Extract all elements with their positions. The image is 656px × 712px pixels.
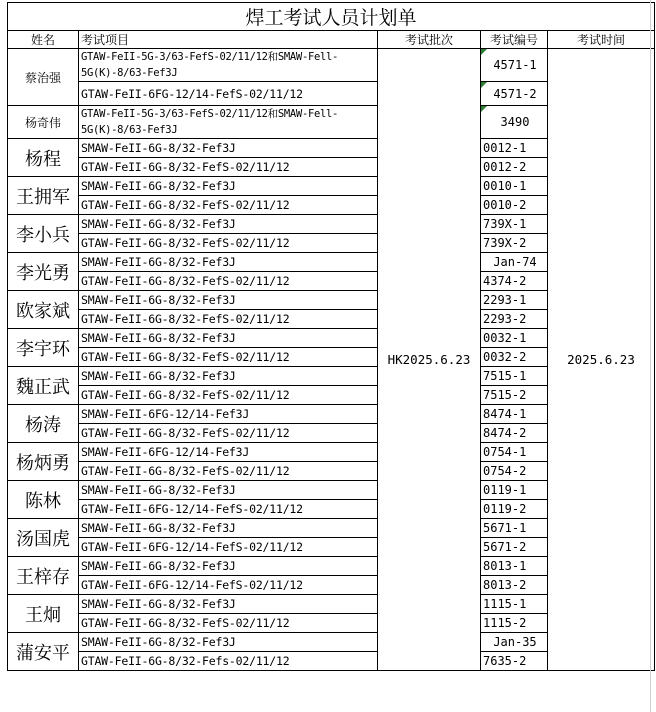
person-name-cell[interactable]: 李小兵: [8, 215, 79, 253]
exam-item-cell[interactable]: SMAW-FeII-6FG-12/14-Fef3J: [79, 443, 378, 462]
exam-item-cell[interactable]: GTAW-FeII-5G-3/63-FefS-02/11/12和SMAW-Fell-5G(K)-8/63-Fef3J: [79, 49, 378, 82]
exam-item-cell[interactable]: SMAW-FeII-6G-8/32-Fef3J: [79, 481, 378, 500]
person-name-cell[interactable]: 杨炳勇: [8, 443, 79, 481]
exam-plan-table: [7, 2, 655, 671]
exam-item-cell[interactable]: SMAW-FeII-6G-8/32-Fef3J: [79, 253, 378, 272]
exam-item-cell[interactable]: SMAW-FeII-6G-8/32-Fef3J: [79, 519, 378, 538]
exam-code-cell[interactable]: 739X-1: [481, 215, 548, 234]
person-name-cell[interactable]: 蒲安平: [8, 633, 79, 671]
exam-item-cell[interactable]: GTAW-FeII-6FG-12/14-FefS-02/11/12: [79, 500, 378, 519]
exam-item-cell[interactable]: GTAW-FeII-6G-8/32-FefS-02/11/12: [79, 386, 378, 405]
exam-code-cell[interactable]: Jan-35: [481, 633, 548, 652]
exam-item-cell[interactable]: SMAW-FeII-6G-8/32-Fef3J: [79, 291, 378, 310]
person-name-cell[interactable]: 陈林: [8, 481, 79, 519]
exam-item-cell[interactable]: GTAW-FeII-6G-8/32-Fefs-02/11/12: [79, 652, 378, 671]
exam-code-cell[interactable]: 0119-1: [481, 481, 548, 500]
exam-code-cell[interactable]: 0032-2: [481, 348, 548, 367]
exam-code-cell[interactable]: 1115-1: [481, 595, 548, 614]
exam-code-cell[interactable]: 1115-2: [481, 614, 548, 633]
exam-time-cell[interactable]: 2025.6.23: [548, 49, 655, 671]
exam-code-cell[interactable]: 4571-1: [481, 49, 548, 82]
person-name-cell[interactable]: 王梓存: [8, 557, 79, 595]
person-name-cell[interactable]: 王炯: [8, 595, 79, 633]
exam-code-cell[interactable]: 8013-1: [481, 557, 548, 576]
exam-code-cell[interactable]: 8013-2: [481, 576, 548, 595]
exam-item-cell[interactable]: GTAW-FeII-6G-8/32-FefS-02/11/12: [79, 272, 378, 291]
person-name-cell[interactable]: 蔡治强: [8, 49, 79, 106]
exam-item-cell[interactable]: SMAW-FeII-6G-8/32-Fef3J: [79, 329, 378, 348]
exam-item-cell[interactable]: GTAW-FeII-6G-8/32-FefS-02/11/12: [79, 196, 378, 215]
exam-code-cell[interactable]: 0032-1: [481, 329, 548, 348]
header-batch[interactable]: 考试批次: [378, 31, 481, 49]
exam-code-cell[interactable]: 5671-2: [481, 538, 548, 557]
exam-code-cell[interactable]: 0012-2: [481, 158, 548, 177]
person-name-cell[interactable]: 李光勇: [8, 253, 79, 291]
exam-code-cell[interactable]: 0010-2: [481, 196, 548, 215]
exam-code-cell[interactable]: 5671-1: [481, 519, 548, 538]
header-row: [8, 31, 655, 49]
exam-item-cell[interactable]: GTAW-FeII-6G-8/32-FefS-02/11/12: [79, 158, 378, 177]
exam-item-cell[interactable]: GTAW-FeII-6FG-12/14-FefS-02/11/12: [79, 576, 378, 595]
person-name-cell[interactable]: 魏正武: [8, 367, 79, 405]
exam-item-cell[interactable]: SMAW-FeII-6G-8/32-Fef3J: [79, 215, 378, 234]
sheet-title[interactable]: 焊工考试人员计划单: [8, 3, 655, 31]
exam-item-cell[interactable]: SMAW-FeII-6G-8/32-Fef3J: [79, 633, 378, 652]
exam-item-cell[interactable]: SMAW-FeII-6G-8/32-Fef3J: [79, 367, 378, 386]
exam-code-cell[interactable]: 3490: [481, 106, 548, 139]
title-row: [8, 3, 655, 31]
exam-code-cell[interactable]: 4374-2: [481, 272, 548, 291]
exam-code-cell[interactable]: 0010-1: [481, 177, 548, 196]
person-name-cell[interactable]: 汤国虎: [8, 519, 79, 557]
exam-code-cell[interactable]: 7635-2: [481, 652, 548, 671]
exam-code-cell[interactable]: 7515-2: [481, 386, 548, 405]
exam-item-cell[interactable]: SMAW-FeII-6G-8/32-Fef3J: [79, 177, 378, 196]
person-name-cell[interactable]: 李宇环: [8, 329, 79, 367]
exam-code-cell[interactable]: 0754-1: [481, 443, 548, 462]
sheet-gridline: [650, 0, 656, 712]
exam-item-cell[interactable]: GTAW-FeII-6G-8/32-FefS-02/11/12: [79, 310, 378, 329]
exam-item-cell[interactable]: SMAW-FeII-6G-8/32-Fef3J: [79, 595, 378, 614]
exam-code-cell[interactable]: 4571-2: [481, 82, 548, 106]
exam-item-cell[interactable]: GTAW-FeII-6G-8/32-FefS-02/11/12: [79, 424, 378, 443]
person-name-cell[interactable]: 杨涛: [8, 405, 79, 443]
exam-code-cell[interactable]: 7515-1: [481, 367, 548, 386]
exam-item-cell[interactable]: SMAW-FeII-6FG-12/14-Fef3J: [79, 405, 378, 424]
person-name-cell[interactable]: 欧家斌: [8, 291, 79, 329]
exam-code-cell[interactable]: 8474-1: [481, 405, 548, 424]
header-name[interactable]: 姓名: [8, 31, 79, 49]
exam-batch-cell[interactable]: HK2025.6.23: [378, 49, 481, 671]
exam-code-cell[interactable]: 739X-2: [481, 234, 548, 253]
exam-code-cell[interactable]: Jan-74: [481, 253, 548, 272]
header-item[interactable]: 考试项目: [79, 31, 378, 49]
exam-code-cell[interactable]: 2293-1: [481, 291, 548, 310]
exam-item-cell[interactable]: GTAW-FeII-6G-8/32-FefS-02/11/12: [79, 348, 378, 367]
header-code[interactable]: 考试编号: [481, 31, 548, 49]
exam-code-cell[interactable]: 2293-2: [481, 310, 548, 329]
exam-item-cell[interactable]: GTAW-FeII-5G-3/63-FefS-02/11/12和SMAW-Fell-5G(K)-8/63-Fef3J: [79, 106, 378, 139]
exam-item-cell[interactable]: SMAW-FeII-6G-8/32-Fef3J: [79, 557, 378, 576]
header-time[interactable]: 考试时间: [548, 31, 655, 49]
exam-code-cell[interactable]: 8474-2: [481, 424, 548, 443]
table-row: [8, 49, 655, 82]
exam-item-cell[interactable]: GTAW-FeII-6G-8/32-FefS-02/11/12: [79, 462, 378, 481]
exam-item-cell[interactable]: SMAW-FeII-6G-8/32-Fef3J: [79, 139, 378, 158]
exam-code-cell[interactable]: 0012-1: [481, 139, 548, 158]
exam-code-cell[interactable]: 0119-2: [481, 500, 548, 519]
exam-item-cell[interactable]: GTAW-FeII-6G-8/32-FefS-02/11/12: [79, 614, 378, 633]
exam-item-cell[interactable]: GTAW-FeII-6G-8/32-FefS-02/11/12: [79, 234, 378, 253]
exam-item-cell[interactable]: GTAW-FeII-6FG-12/14-FefS-02/11/12: [79, 82, 378, 106]
exam-code-cell[interactable]: 0754-2: [481, 462, 548, 481]
exam-item-cell[interactable]: GTAW-FeII-6FG-12/14-FefS-02/11/12: [79, 538, 378, 557]
person-name-cell[interactable]: 王拥军: [8, 177, 79, 215]
person-name-cell[interactable]: 杨奇伟: [8, 106, 79, 139]
person-name-cell[interactable]: 杨程: [8, 139, 79, 177]
